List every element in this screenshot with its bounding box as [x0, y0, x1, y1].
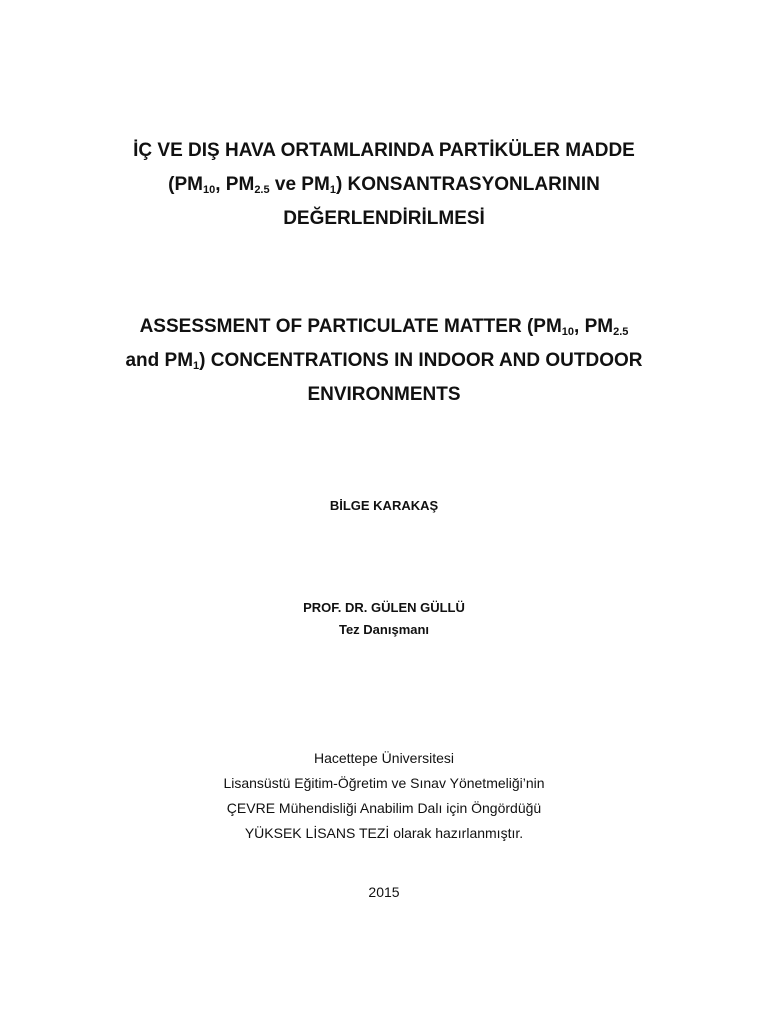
english-title-text: , PM: [574, 316, 614, 337]
subscript: 10: [561, 326, 575, 338]
subscript: 1: [329, 184, 336, 196]
turkish-title: [0, 134, 768, 236]
turkish-title-text: (PM: [168, 174, 203, 195]
subscript: 2.5: [254, 184, 270, 196]
english-title-text: and PM: [125, 350, 194, 371]
university-statement: [0, 746, 768, 846]
advisor: [0, 597, 768, 641]
subscript: 2.5: [613, 326, 629, 338]
advisor-name: PROF. DR. GÜLEN GÜLLÜ: [303, 600, 465, 615]
english-title-line-2: [0, 344, 768, 378]
turkish-title-line-3: DEĞERLENDİRİLMESİ: [283, 208, 485, 229]
turkish-title-text: , PM: [215, 174, 255, 195]
statement-line-1: Hacettepe Üniversitesi: [313, 750, 455, 766]
statement-line-2: Lisansüstü Eğitim-Öğretim ve Sınav Yönetmeliği’nin: [223, 775, 545, 791]
turkish-title-line-2: [0, 168, 768, 202]
english-title-text: ) CONCENTRATIONS IN INDOOR AND OUTDOOR: [199, 350, 643, 371]
statement-line-4: YÜKSEK LİSANS TEZİ olarak hazırlanmıştır.: [244, 825, 524, 841]
english-title: [0, 310, 768, 412]
statement-line-3: ÇEVRE Mühendisliği Anabilim Dalı için Öngördüğü: [226, 800, 542, 816]
turkish-title-text: ) KONSANTRASYONLARININ: [335, 174, 600, 195]
subscript: 1: [193, 360, 200, 372]
english-title-text: ASSESSMENT OF PARTICULATE MATTER (PM: [139, 316, 562, 337]
author-name: BİLGE KARAKAŞ: [329, 498, 439, 513]
turkish-title-text: ve PM: [269, 174, 330, 195]
english-title-line-1: [0, 310, 768, 344]
year: 2015: [368, 884, 400, 900]
turkish-title-line-1: İÇ VE DIŞ HAVA ORTAMLARINDA PARTİKÜLER MADDE: [133, 140, 635, 161]
advisor-role: Tez Danışmanı: [338, 622, 430, 637]
subscript: 10: [203, 184, 216, 196]
english-title-line-3: ENVIRONMENTS: [307, 384, 461, 405]
